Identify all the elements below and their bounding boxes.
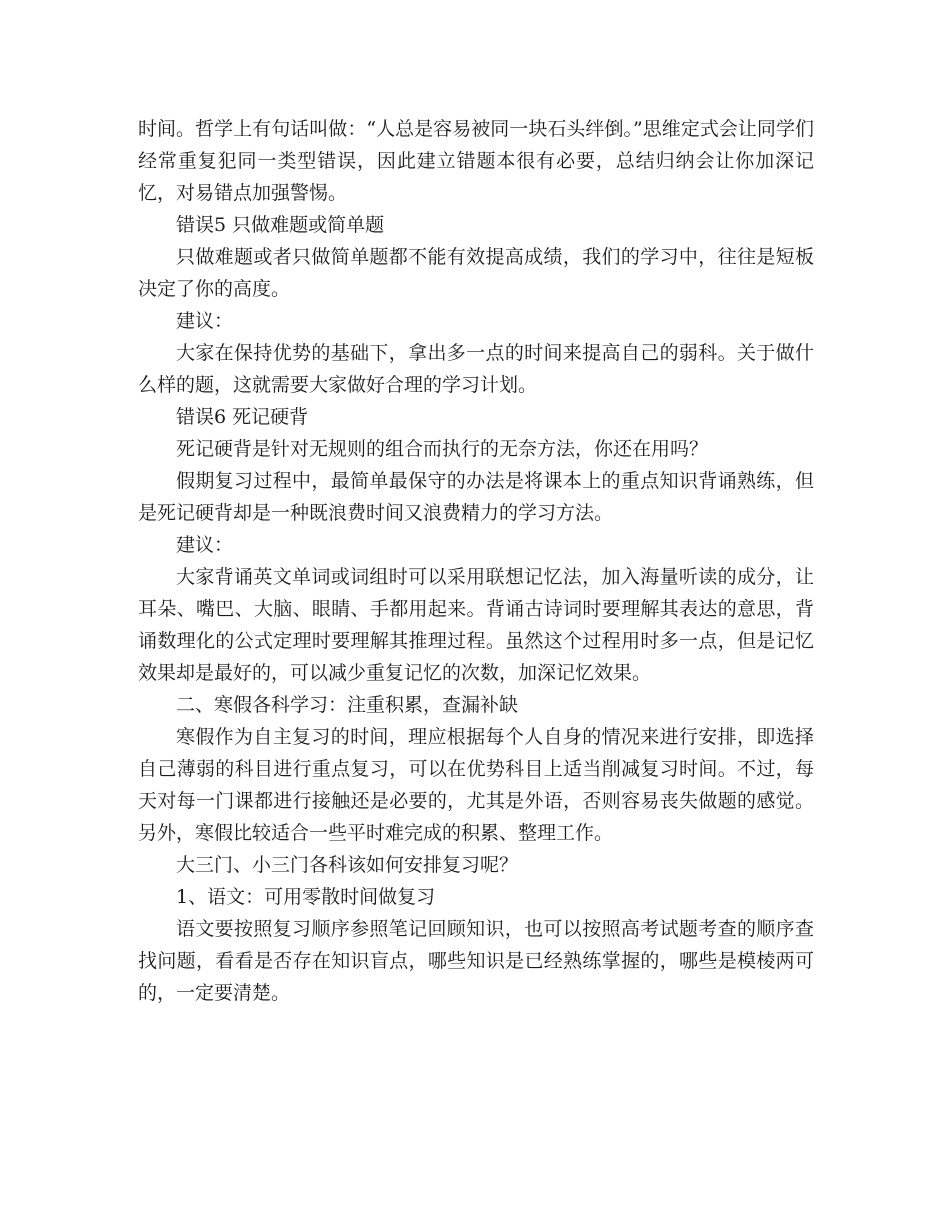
paragraph: 语文要按照复习顺序参照笔记回顾知识，也可以按照高考试题考查的顺序查找问题，看看是否存在知识盲点，哪些知识是已经熟练掌握的，哪些是模棱两可的，一定要清楚。 xyxy=(138,918,814,1004)
document-body xyxy=(138,113,814,1009)
suggestion-label: 建议： xyxy=(176,534,234,556)
paragraph: 死记硬背是针对无规则的组合而执行的无奈方法，你还在用吗？ xyxy=(176,438,709,460)
paragraph: 只做难题或者只做简单题都不能有效提高成绩，我们的学习中，往往是短板决定了你的高度。 xyxy=(138,246,814,300)
paragraph: 大家在保持优势的基础下，拿出多一点的时间来提高自己的弱科。关于做什么样的题，这就需要大家做好合理的学习计划。 xyxy=(138,342,814,396)
heading-mistake-5: 错误5 只做难题或简单题 xyxy=(176,214,385,236)
section-heading: 二、寒假各科学习：注重积累，查漏补缺 xyxy=(176,694,519,716)
suggestion-label: 建议： xyxy=(176,310,234,332)
paragraph: 大三门、小三门各科该如何安排复习呢？ xyxy=(176,854,519,876)
paragraph: 大家背诵英文单词或词组时可以采用联想记忆法，加入海量听读的成分，让耳朵、嘴巴、大脑、眼睛、手都用起来。背诵古诗词时要理解其表达的意思，背诵数理化的公式定理时要理解其推理过程。虽然这个过程用时多一点，但是记忆效果却是最好的，可以减少重复记忆的次数，加深记忆效果。 xyxy=(138,566,814,684)
paragraph-continuation: 时间。哲学上有句话叫做：“人总是容易被同一块石头绊倒。”思维定式会让同学们经常重复犯同一类型错误，因此建立错题本很有必要，总结归纳会让你加深记忆，对易错点加强警惕。 xyxy=(138,118,814,204)
paragraph: 寒假作为自主复习的时间，理应根据每个人自身的情况来进行安排，即选择自己薄弱的科目进行重点复习，可以在优势科目上适当削减复习时间。不过，每天对每一门课都进行接触还是必要的，尤其是外语，否则容易丧失做题的感觉。另外，寒假比较适合一些平时难完成的积累、整理工作。 xyxy=(138,726,814,844)
heading-mistake-6: 错误6 死记硬背 xyxy=(176,406,309,428)
subheading-chinese: 1、语文：可用零散时间做复习 xyxy=(176,886,436,908)
paragraph: 假期复习过程中，最简单最保守的办法是将课本上的重点知识背诵熟练，但是死记硬背却是一种既浪费时间又浪费精力的学习方法。 xyxy=(138,470,814,524)
